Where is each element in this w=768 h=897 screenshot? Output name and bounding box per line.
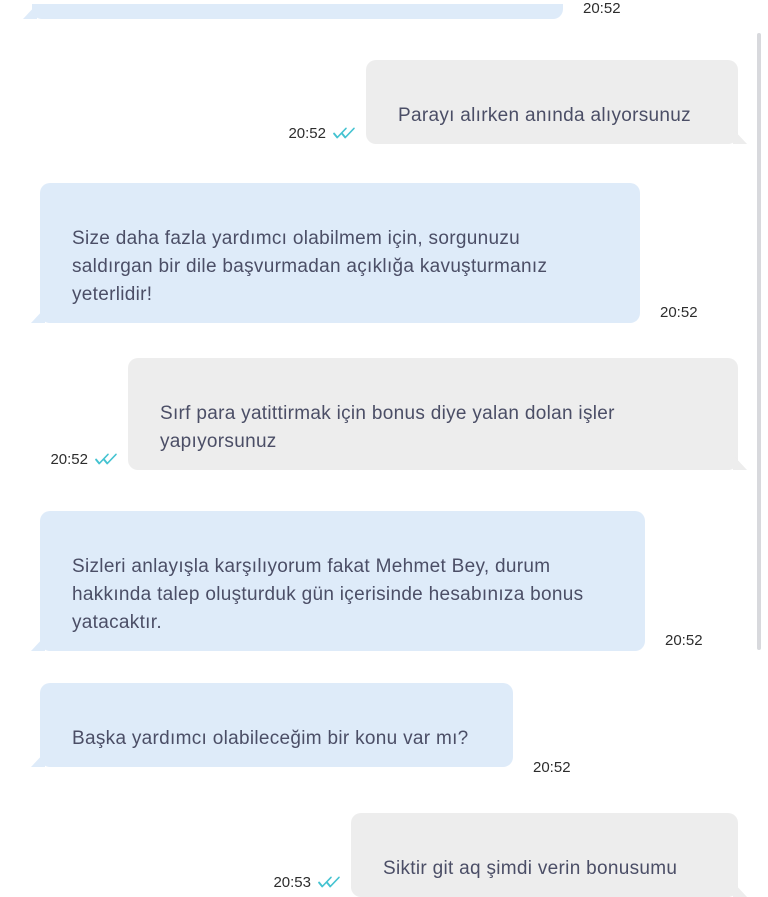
user-message-bubble bbox=[366, 60, 738, 144]
message-time: 20:52 bbox=[665, 632, 703, 649]
message-row bbox=[0, 358, 738, 470]
message-time: 20:52 bbox=[533, 759, 571, 776]
double-check-read-receipt-icon bbox=[331, 127, 357, 140]
message-row bbox=[40, 683, 768, 776]
message-time: 20:52 bbox=[288, 125, 326, 142]
message-text: Başka yardımcı olabileceğim bir konu var mı? bbox=[72, 728, 469, 749]
message-text: Sizleri anlayışla karşılıyorum fakat Mehmet Bey, durum hakkında talep oluşturduk gün içerisinde hesabınıza bonus yatacaktır. bbox=[72, 556, 584, 633]
agent-message-bubble bbox=[40, 183, 640, 323]
double-check-read-receipt-icon bbox=[93, 453, 119, 466]
message-row bbox=[32, 0, 768, 19]
message-text: Parayı alırken anında alıyorsunuz bbox=[398, 105, 691, 126]
message-row bbox=[40, 511, 768, 651]
agent-message-bubble bbox=[32, 4, 563, 19]
user-message-bubble bbox=[351, 813, 738, 897]
message-meta bbox=[533, 759, 571, 776]
message-meta bbox=[665, 632, 703, 649]
message-row bbox=[0, 60, 738, 144]
message-row bbox=[0, 813, 738, 897]
message-text: Siktir git aq şimdi verin bonusumu bbox=[383, 858, 678, 879]
message-text: Sırf para yatittirmak için bonus diye yalan dolan işler yapıyorsunuz bbox=[160, 403, 615, 452]
message-meta bbox=[50, 451, 118, 468]
message-meta bbox=[583, 0, 621, 17]
message-row bbox=[40, 183, 768, 323]
agent-message-bubble bbox=[40, 683, 513, 767]
double-check-read-receipt-icon bbox=[316, 876, 342, 889]
message-time: 20:52 bbox=[50, 451, 88, 468]
user-message-bubble bbox=[128, 358, 738, 470]
message-time: 20:52 bbox=[583, 0, 621, 17]
message-meta bbox=[288, 125, 356, 142]
message-time: 20:52 bbox=[660, 304, 698, 321]
message-text: Size daha fazla yardımcı olabilmem için, sorgunuzu saldırgan bir dile başvurmadan açıklığa kavuşturmanız yeterlidir! bbox=[72, 228, 548, 305]
agent-message-bubble bbox=[40, 511, 645, 651]
message-meta bbox=[273, 874, 341, 891]
message-time: 20:53 bbox=[273, 874, 311, 891]
scrollbar-thumb[interactable] bbox=[757, 33, 761, 650]
message-meta bbox=[660, 304, 698, 321]
